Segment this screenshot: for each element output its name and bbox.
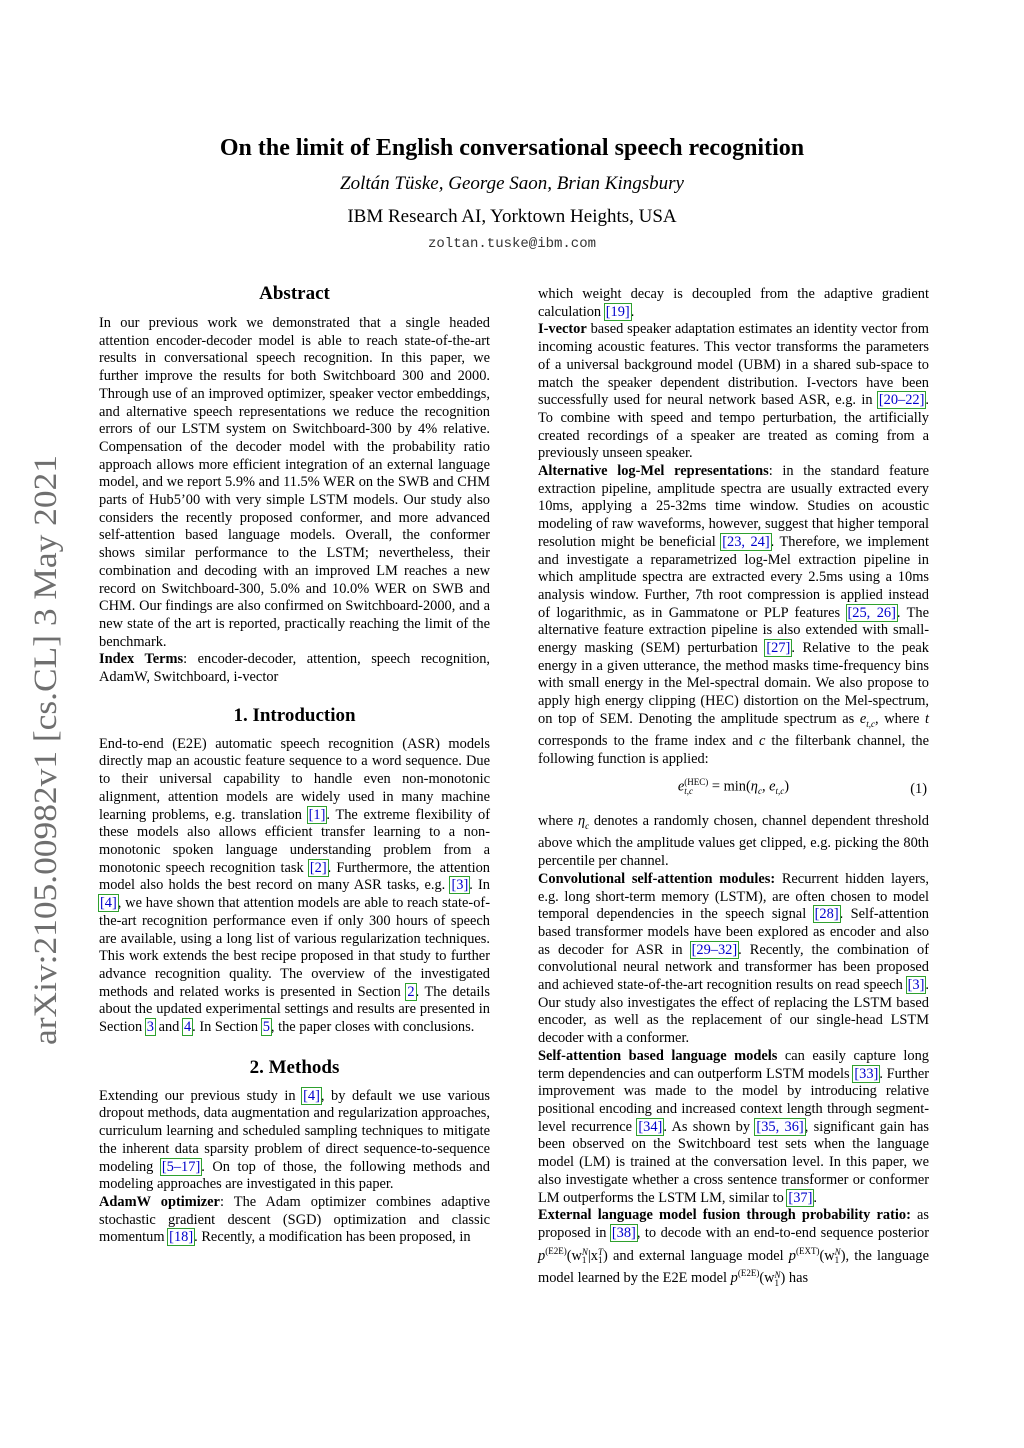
adamw-paragraph xyxy=(99,1194,490,1247)
intro-text: . In xyxy=(469,877,491,894)
math-supsub xyxy=(684,778,708,796)
body-text: the filterbank channel, the following function is applied: xyxy=(538,733,929,768)
math-sub: c xyxy=(585,820,590,831)
arxiv-stamp xyxy=(24,455,66,1045)
math-var: p xyxy=(730,1269,738,1286)
paper-authors: Zoltán Tüske, George Saon, Brian Kingsbury xyxy=(340,173,684,194)
citation-link[interactable]: [33] xyxy=(854,1065,879,1082)
body-text: . xyxy=(813,1189,818,1206)
body-text: Recurrent hidden layers, e.g. long short-term memory (LSTM), are often chosen to model temporal dependencies in the speech signal xyxy=(538,870,929,923)
methods-paragraph xyxy=(99,1088,490,1194)
citation-link[interactable]: [25, 26] xyxy=(847,604,896,621)
math-var: p xyxy=(788,1247,796,1264)
citation-link[interactable]: [35, 36] xyxy=(756,1118,804,1135)
lm-fusion-label: External language model fusion through probability ratio: xyxy=(538,1207,911,1224)
citation-link[interactable]: [18] xyxy=(169,1229,194,1246)
math-sup: N xyxy=(774,1269,781,1280)
math-op: ) xyxy=(840,1247,846,1264)
intro-text: . The details about the updated experimental settings and results are presented in Section xyxy=(99,983,490,1036)
body-text: . Further improvement was made to the model by introducing relative positional encoding and increased context length through segment-level recurrence xyxy=(538,1065,930,1135)
math-op: ) xyxy=(780,1269,786,1286)
citation-link[interactable]: [3] xyxy=(907,977,925,994)
section-link[interactable]: 2 xyxy=(407,983,415,1000)
citation-link[interactable]: [37] xyxy=(788,1189,813,1206)
body-text: . Our study also investigates the effect of replacing the LSTM based encoder, as well as the replacement of our single-head LSTM decoder with a conformer. xyxy=(538,977,929,1047)
intro-text: . Furthermore, the attention model also holds the best record on many ASR tasks, e.g. xyxy=(99,859,490,894)
paper-title: On the limit of English conversational speech recognition xyxy=(219,135,805,161)
ivector-paragraph xyxy=(538,321,929,463)
section-link[interactable]: 3 xyxy=(146,1019,154,1036)
left-column xyxy=(99,283,490,1247)
citation-link[interactable]: [19] xyxy=(605,303,630,320)
methods-text: Extending our previous study in xyxy=(99,1087,303,1104)
selfattention-lm-label: Self-attention based language models xyxy=(538,1047,778,1064)
math-var: |x xyxy=(587,1247,598,1264)
math-var: (w xyxy=(819,1247,835,1264)
conv-label: Convolutional self-attention modules: xyxy=(538,870,776,887)
body-text: . Self-attention based transformer models have been explored as encoder and also as decoder for ASR in xyxy=(538,906,929,958)
threshold-paragraph xyxy=(538,813,929,871)
abstract-text: In our previous work we demonstrated that a single headed attention encoder-decoder model is able to reach state-of-the-art results in conversational speech recognition. In this paper, we further improve the results for both Switchboard 300 and 2000. Through use of an improved optimizer, speaker vector embeddings, and alternative speech representations we reduce the recognition errors of our LSTM system on Switchboard-300 by 4% relative. Compensation of the decoder model with the probability ratio approach allows more efficient integration of an external language model, and we report 5.9% and 11.5% WER on the SWB and CHM parts of Hub5’00 with very simple LSTM models. Our study also considers the recently proposed conformer, and more advanced self-attention based language models. Overall, the conformer shows similar performance to the LSTM; nevertheless, their combination and decoding with an improved LM reaches a new record on Switchboard-300, 5.0% and 10.0% WER on SWB and CHM. Our findings are also confirmed on Switchboard-2000, and a new state of the art is reported, practically reaching the limit of the benchmark. xyxy=(99,315,490,650)
methods-heading: 2. Methods xyxy=(249,1056,340,1078)
math-sup: N xyxy=(834,1247,841,1258)
math-var: p xyxy=(538,1247,546,1264)
citation-link[interactable]: [27] xyxy=(766,640,791,657)
intro-text: , the paper closes with conclusions. xyxy=(270,1019,475,1036)
paper-affiliation: IBM Research AI, Yorktown Heights, USA xyxy=(347,206,677,227)
body-text: where xyxy=(538,812,578,829)
citation-link[interactable]: [20–22] xyxy=(878,392,925,409)
intro-heading: 1. Introduction xyxy=(233,704,356,726)
adamw-continuation xyxy=(538,286,929,321)
index-terms xyxy=(99,651,490,686)
citation-link[interactable]: [2] xyxy=(309,859,327,876)
section-link[interactable]: 5 xyxy=(262,1019,270,1036)
body-text: , significant gain has been observed on the Switchboard test sets when the language model (LM) is trained at the conversation level. In this paper, we also investigate whether a cross sentence transformer or conformer LM outperforms the LSTM LM, similar to xyxy=(538,1118,929,1206)
body-text: , the language model learned by the E2E model xyxy=(538,1247,929,1286)
body-text: . Therefore, we implement and investigate a reparametrized log-Mel extraction pipeline in which amplitude spectra are extracted every 2.5ms using a 10ms analysis window. Further, 7th root compression is applied instead of logarithmic, as in Gammatone or PLP features xyxy=(538,533,930,621)
math-sup: N xyxy=(581,1247,588,1258)
abstract-heading: Abstract xyxy=(259,283,330,304)
citation-link[interactable]: [29–32] xyxy=(691,941,738,958)
math-sup: (E2E) xyxy=(545,1245,567,1256)
math-sup: T xyxy=(597,1247,603,1258)
logmel-label: Alternative log-Mel representations xyxy=(538,463,769,480)
body-text: can easily capture long term dependencies and can outperform LSTM models xyxy=(538,1047,929,1082)
adamw-text: . Recently, a modification has been proposed, in xyxy=(194,1229,471,1246)
citation-link[interactable]: [28] xyxy=(814,906,839,923)
body-text: . Recently, the combination of convolutional neural network and transformer has been proposed and achieved state-of-the-art recognition results on read speech xyxy=(538,941,929,994)
adamw-text: : The Adam optimizer combines adaptive stochastic gradient descent (SGD) optimization and classic momentum xyxy=(99,1193,490,1246)
math-sub: 1 xyxy=(597,1255,603,1266)
math-op: = min( xyxy=(708,778,751,795)
intro-text: , we have shown that attention models are able to reach state-of-the-art recognition performance even if only 300 hours of speech are available, using a long list of various regularization techniques. This work extends the best recipe proposed in that study to further advance recognition quality. The overview of the investigated methods and related works is presented in Section xyxy=(99,895,490,1000)
logmel-paragraph xyxy=(538,463,929,769)
body-text: , to decode with an end-to-end sequence posterior xyxy=(636,1224,929,1241)
math-var: t xyxy=(925,710,929,727)
equation-body xyxy=(678,778,789,801)
math-op: , xyxy=(761,778,770,795)
body-text: . xyxy=(630,303,635,320)
math-sup: (E2E) xyxy=(737,1268,760,1279)
body-text: denotes a randomly chosen, channel dependent threshold above which the amplitude values get clipped, e.g. picking the 80th percentile per channel. xyxy=(538,812,929,870)
intro-text: and xyxy=(154,1019,183,1036)
math-op: ) xyxy=(603,1247,608,1264)
citation-link[interactable]: [34] xyxy=(638,1118,663,1135)
body-text: , where xyxy=(875,710,925,727)
math-sub: 1 xyxy=(581,1255,587,1266)
math-sub: 1 xyxy=(774,1277,780,1288)
math-sub: t,c xyxy=(866,718,876,729)
math-op: ) xyxy=(784,778,790,795)
index-terms-label: Index Terms xyxy=(99,651,184,668)
citation-link[interactable]: [5–17] xyxy=(161,1158,201,1175)
ivector-label: I-vector xyxy=(538,321,587,338)
intro-text: End-to-end (E2E) automatic speech recognition (ASR) models directly map an acoustic feature sequence to a word sequence. Due to their universal capability to handle even non-monotonic alignment, attention models are widely used in many machine learning problems, e.g. translation xyxy=(99,735,490,823)
body-text: . As shown by xyxy=(663,1118,756,1135)
section-link[interactable]: 4 xyxy=(183,1019,192,1036)
math-var: c xyxy=(758,733,766,750)
math-sup: (HEC) xyxy=(684,777,709,788)
math-sub: c xyxy=(757,786,762,797)
intro-text: . The extreme flexibility of these models also allows efficient transfer learning to a non-monotonic spoken language understanding problem from a monotonic speech recognition task xyxy=(99,806,490,876)
citation-link[interactable]: [3] xyxy=(451,877,469,894)
paper-header xyxy=(0,133,1024,253)
citation-link[interactable]: [4] xyxy=(303,1087,320,1104)
body-text: . The alternative feature extraction pipeline is also extended with small-energy masking (SEM) perturbation xyxy=(538,604,929,657)
body-text: corresponds to the frame index and xyxy=(538,733,759,750)
body-text: . Relative to the peak energy in a given utterance, the method masks time-frequency bins with small energy in the Mel-spectral domain. We also propose to apply high energy clipping (HEC) distortion on the Mel-spectrum, on top of SEM. Denoting the amplitude spectrum as xyxy=(538,640,929,727)
math-var: (w xyxy=(566,1247,582,1264)
citation-link[interactable]: [38] xyxy=(611,1224,636,1241)
citation-link[interactable]: [1] xyxy=(308,806,326,823)
body-text: and external language model xyxy=(607,1247,789,1264)
arxiv-stamp-text: arXiv:2105.00982v1 [cs.CL] 3 May 2021 xyxy=(28,495,64,1045)
arxiv-stamp-svg xyxy=(24,455,66,1045)
index-terms-text: : encoder-decoder, attention, speech recognition, AdamW, Switchboard, i-vector xyxy=(99,651,491,686)
methods-text: . On top of those, the following methods and modeling approaches are investigated in this paper. xyxy=(99,1158,490,1193)
body-text: which weight decay is decoupled from the adaptive gradient calculation xyxy=(538,286,929,320)
equation-1 xyxy=(538,779,929,801)
adamw-label: AdamW optimizer xyxy=(99,1193,220,1210)
selfattention-lm-paragraph xyxy=(538,1048,929,1207)
math-var: e xyxy=(677,778,685,795)
methods-text: , by default we use various dropout methods, data augmentation and regularization approaches, curriculum learning and scheduled sampling techniques to mitigate the inherent data sparsity problem of direct sequence-to-sequence modeling xyxy=(99,1087,490,1175)
conv-paragraph xyxy=(538,871,929,1048)
equation-number: (1) xyxy=(910,780,927,797)
lm-fusion-paragraph xyxy=(538,1207,929,1287)
math-var: η xyxy=(577,812,586,829)
body-text: . To combine with speed and tempo perturbation, the artificially created recordings of a speaker are treated as coming from a previously unseen speaker. xyxy=(538,392,929,462)
paper-email[interactable]: zoltan.tuske@ibm.com xyxy=(427,236,597,252)
right-column xyxy=(538,286,929,1288)
intro-text: . In Section xyxy=(192,1019,262,1036)
math-var: (w xyxy=(759,1269,775,1286)
body-text: : in the standard feature extraction pipeline, amplitude spectra are usually extracted every 10ms, applying a 25-32ms time window. Studies on acoustic modeling of raw waveforms, however, suggest that higher temporal resolution might be beneficial xyxy=(538,463,929,550)
math-sup: (EXT) xyxy=(795,1245,820,1256)
citation-link[interactable]: [4] xyxy=(100,895,117,912)
math-var: e xyxy=(859,710,867,727)
math-sub: t,c xyxy=(775,786,785,797)
math-var: e xyxy=(769,778,776,795)
citation-link[interactable]: [23, 24] xyxy=(722,533,770,550)
body-text: as proposed in xyxy=(538,1207,929,1241)
body-text: has xyxy=(785,1269,809,1286)
body-text: based speaker adaptation estimates an identity vector from incoming acoustic features. This vector transforms the parameters of a universal background model (UBM) in a shared sub-space to match the speaker dependent distribution. I-vectors have been successfully used for neural network based ASR, e.g. in xyxy=(538,321,929,409)
math-sub: t,c xyxy=(684,786,694,797)
intro-paragraph xyxy=(99,736,490,1037)
math-sub: 1 xyxy=(834,1255,840,1266)
math-var: η xyxy=(750,778,758,795)
